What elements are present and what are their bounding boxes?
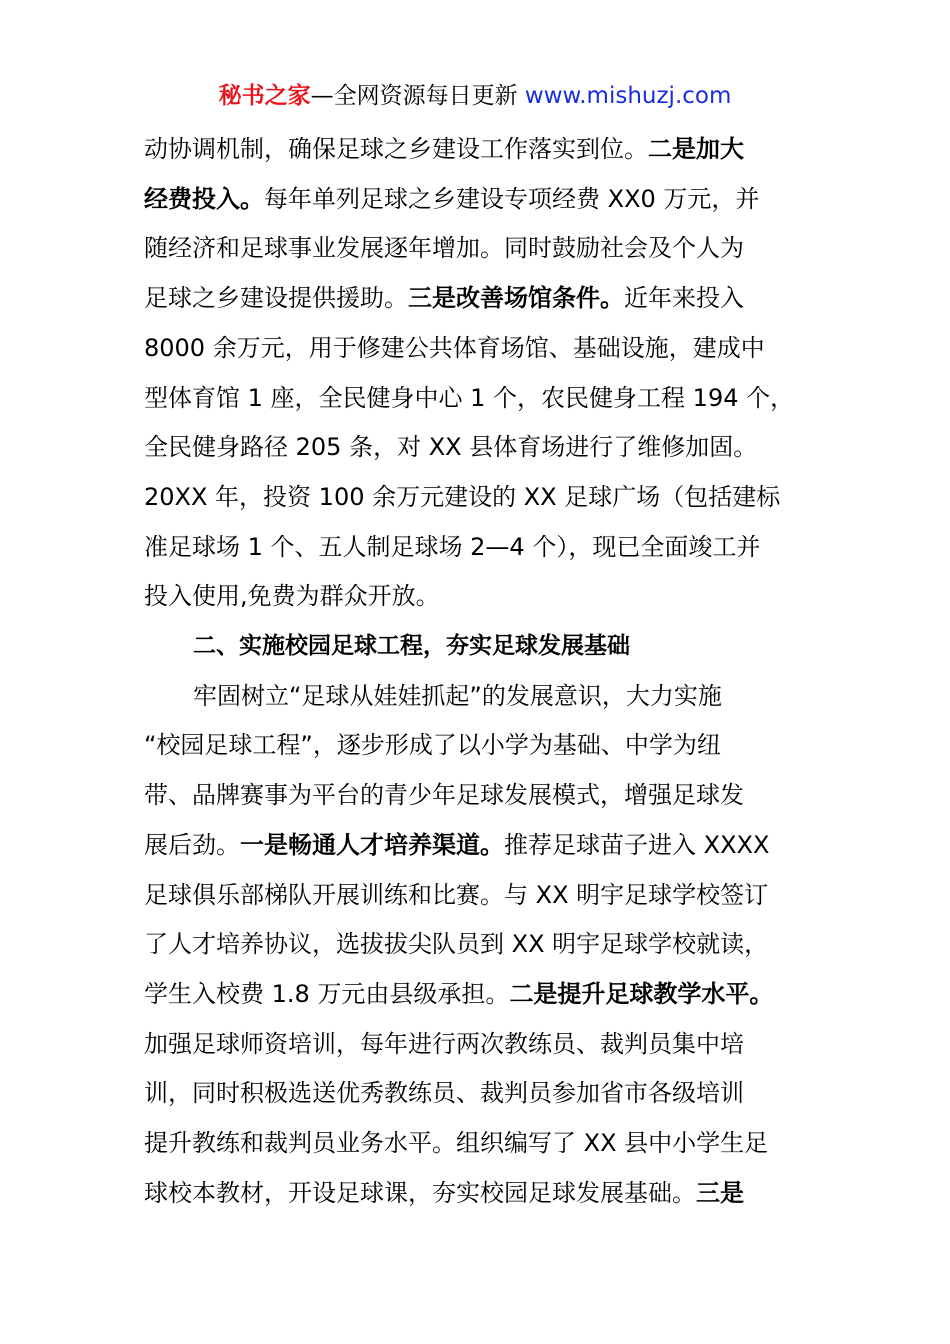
text-segment: 球校本教材，开设足球课，夯实校园足球发展基础。 <box>144 1178 696 1207</box>
text-line <box>144 771 824 821</box>
bold-phrase: 二是提升足球教学水平。 <box>509 979 774 1008</box>
text-segment: 近年来投入 <box>624 284 744 313</box>
text-line <box>144 224 824 274</box>
text-line <box>144 920 824 970</box>
text-segment: 随经济和足球事业发展逐年增加。同时鼓励社会及个人为 <box>144 234 744 263</box>
text-segment: 二、实施校园足球工程，夯实足球发展基础 <box>193 633 630 660</box>
text-segment: “校园足球工程”，逐步形成了以小学为基础、中学为纽 <box>144 731 721 760</box>
header-brand: 秘书之家 <box>218 83 311 109</box>
header-url[interactable]: www.mishuzj.com <box>524 83 732 109</box>
header-tagline: —全网资源每日更新 <box>310 83 525 109</box>
text-line <box>144 721 824 771</box>
text-line <box>144 523 824 573</box>
text-segment: 提升教练和裁判员业务水平。组织编写了 XX 县中小学生足 <box>144 1129 769 1158</box>
bold-phrase: 一是畅通人才培养渠道。 <box>240 830 504 859</box>
bold-phrase: 二是加大 <box>648 135 744 163</box>
text-segment: 推荐足球苗子进入 XXXX <box>504 830 770 859</box>
text-line <box>144 970 824 1020</box>
text-line <box>144 1069 824 1119</box>
text-segment: 型体育馆 1 座，全民健身中心 1 个，农民健身工程 194 个， <box>144 383 795 412</box>
text-line <box>144 1169 824 1219</box>
text-line <box>144 423 824 473</box>
text-line <box>144 175 824 225</box>
bold-phrase: 三是 <box>696 1178 744 1207</box>
text-line <box>144 274 824 324</box>
text-line <box>144 821 824 871</box>
text-segment: 8000 余万元，用于修建公共体育场馆、基础设施，建成中 <box>144 333 765 362</box>
text-segment: 展后劲。 <box>144 830 240 859</box>
text-line <box>144 1020 824 1070</box>
text-segment: 带、品牌赛事为平台的青少年足球发展模式，增强足球发 <box>144 781 744 810</box>
bold-phrase: 经费投入。 <box>144 184 264 213</box>
bold-phrase: 三是改善场馆条件。 <box>408 284 624 313</box>
text-segment: 20XX 年，投资 100 余万元建设的 XX 足球广场（包括建标 <box>144 482 781 511</box>
text-segment: 动协调机制，确保足球之乡建设工作落实到位。 <box>144 135 648 163</box>
text-line <box>144 324 824 374</box>
text-segment: 全民健身路径 205 条，对 XX 县体育场进行了维修加固。 <box>144 433 758 462</box>
document-body <box>144 125 824 1218</box>
section-heading <box>144 622 824 672</box>
text-segment: 足球之乡建设提供援助。 <box>144 284 408 313</box>
text-segment: 训，同时积极选送优秀教练员、裁判员参加省市各级培训 <box>144 1079 744 1108</box>
text-segment: 足球俱乐部梯队开展训练和比赛。与 XX 明宇足球学校签订 <box>144 880 769 909</box>
text-segment: 加强足球师资培训，每年进行两次教练员、裁判员集中培 <box>144 1029 744 1058</box>
text-line <box>144 672 824 722</box>
text-line <box>144 125 824 175</box>
text-segment: 投入使用,免费为群众开放。 <box>144 582 440 611</box>
page-header <box>0 78 950 114</box>
text-segment: 每年单列足球之乡建设专项经费 XX0 万元，并 <box>264 184 760 213</box>
text-line <box>144 572 824 622</box>
text-segment: 学生入校费 1.8 万元由县级承担。 <box>144 979 510 1008</box>
text-segment: 牢固树立“足球从娃娃抓起”的发展意识，大力实施 <box>193 681 722 710</box>
text-segment: 了人才培养协议，选拔拔尖队员到 XX 明宇足球学校就读， <box>144 930 769 959</box>
text-line <box>144 374 824 424</box>
text-line <box>144 871 824 921</box>
text-line <box>144 1119 824 1169</box>
text-segment: 准足球场 1 个、五人制足球场 2—4 个），现已全面竣工并 <box>144 532 761 561</box>
text-line <box>144 473 824 523</box>
